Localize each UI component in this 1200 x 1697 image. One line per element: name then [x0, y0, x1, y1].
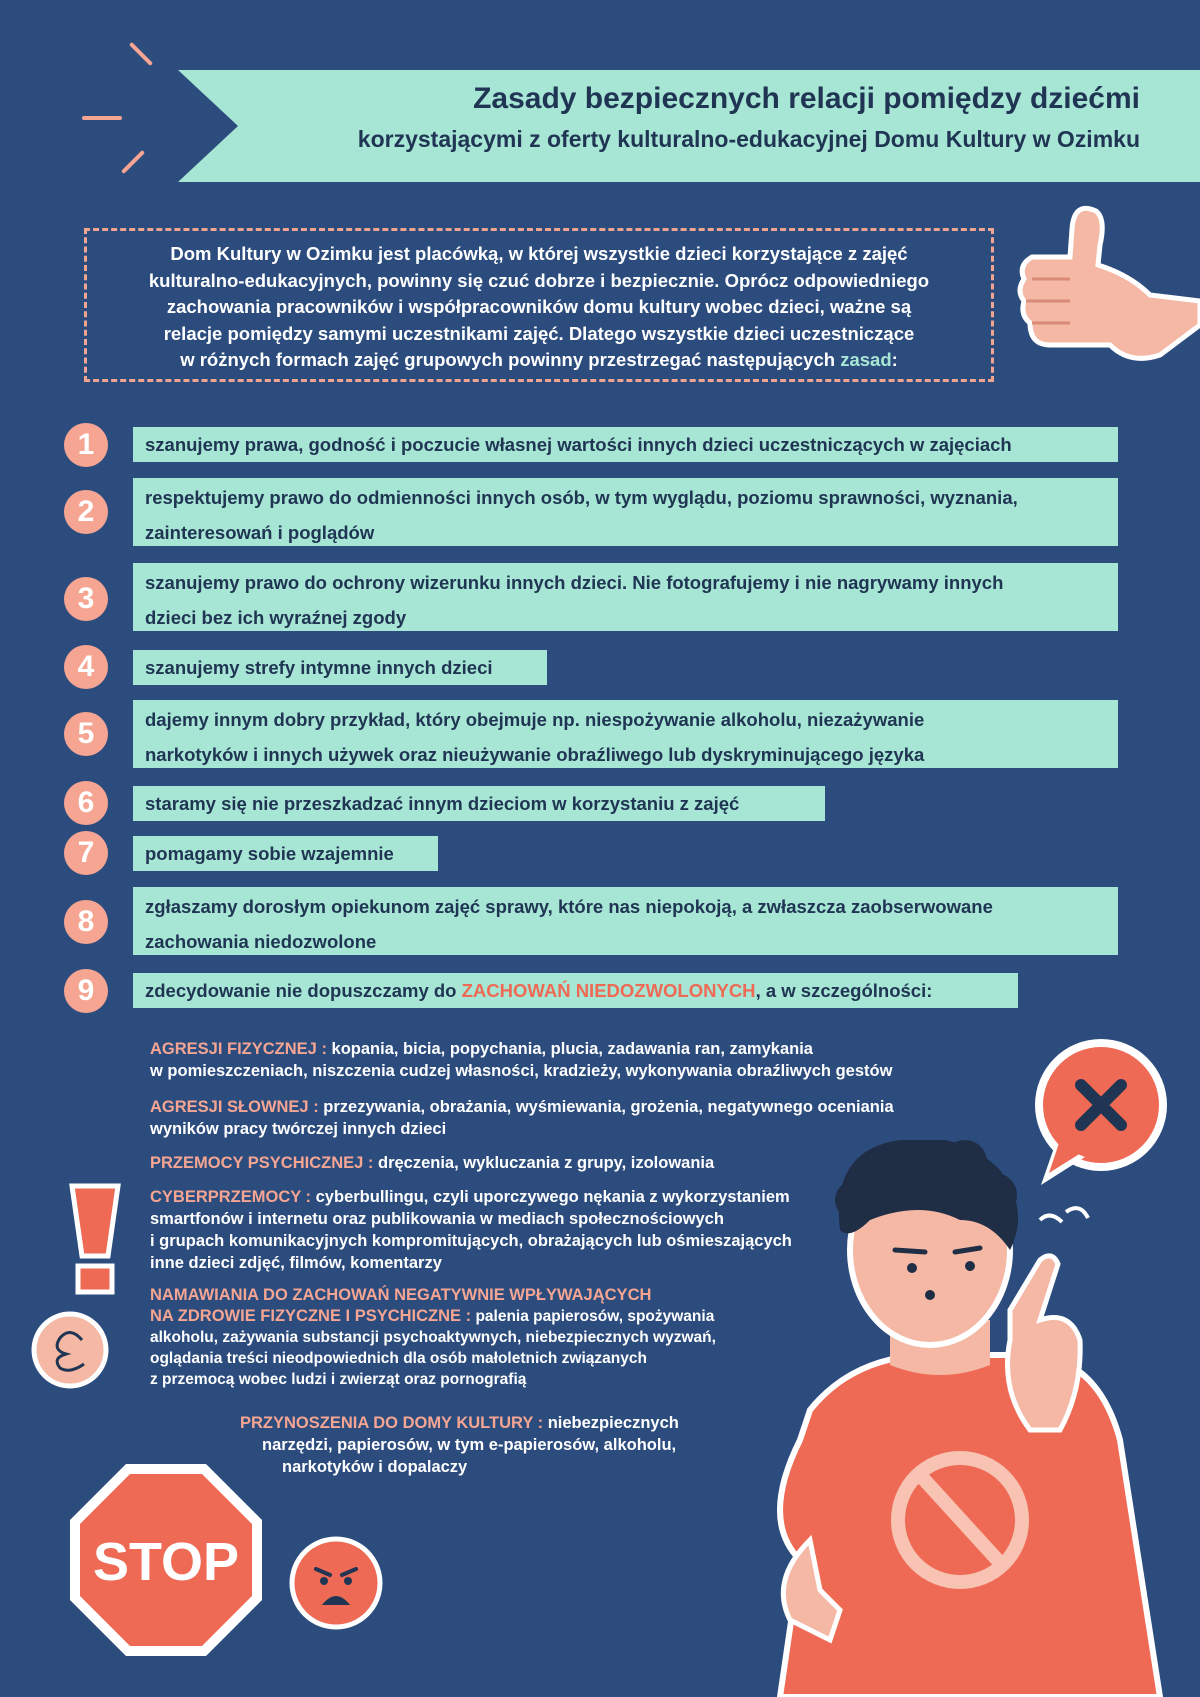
decor-ray	[129, 42, 153, 66]
rule-text: dzieci bez ich wyraźnej zgody	[145, 607, 407, 628]
intro-line	[105, 347, 973, 374]
rule-text: pomagamy sobie wzajemnie	[145, 843, 394, 864]
prohibited-key: AGRESJI FIZYCZNEJ :	[150, 1040, 327, 1058]
stop-sign-icon	[66, 1460, 266, 1660]
page-title: Zasady bezpiecznych relacji pomiędzy dziećmi	[473, 82, 1140, 115]
rule-item	[133, 427, 1118, 462]
intro-line: zachowania pracowników i współpracowników domu kultury wobec dzieci, ważne są	[166, 296, 912, 317]
prohibited-text: narkotyków i dopalaczy	[282, 1458, 468, 1476]
rule-item	[133, 836, 438, 871]
prohibited-text: cyberbullingu, czyli uporczywego nękania z wykorzystaniem	[311, 1188, 790, 1206]
intro-line: Dom Kultury w Ozimku jest placówką, w której wszystkie dzieci korzystające z zajęć	[170, 243, 908, 264]
prohibited-item	[240, 1412, 800, 1478]
rule-item	[133, 478, 1118, 546]
prohibited-key: NA ZDROWIE FIZYCZNE I PSYCHICZNE :	[150, 1307, 472, 1325]
prohibited-text: oglądania treści nieodpowiednich dla osób małoletnich związanych	[150, 1350, 647, 1367]
rule-number: 2	[64, 490, 108, 534]
rule-text: narkotyków i innych używek oraz nieużywanie obraźliwego lub dyskryminującego języka	[145, 744, 925, 765]
rule-number: 1	[64, 423, 108, 467]
prohibited-text: kopania, bicia, popychania, plucia, zadawania ran, zamykania	[326, 1040, 813, 1058]
rule-number: 8	[64, 900, 108, 944]
prohibited-text: z przemocą wobec ludzi i zwierząt oraz pornografią	[150, 1371, 527, 1388]
prohibited-key: PRZYNOSZENIA DO DOMY KULTURY :	[240, 1414, 544, 1432]
rule-item	[133, 563, 1118, 631]
rule-number: 3	[64, 577, 108, 621]
prohibited-text: i grupach komunikacyjnych kompromitujących, obrażających lub ośmieszających	[150, 1232, 792, 1250]
rule-text: szanujemy prawo do ochrony wizerunku innych dzieci. Nie fotografujemy i nie nagrywamy innych	[145, 572, 1004, 593]
prohibited-text: dręczenia, wykluczania z grupy, izolowania	[373, 1154, 715, 1172]
prohibited-text: alkoholu, zażywania substancji psychoaktywnych, niebezpiecznych wyzwań,	[150, 1329, 716, 1346]
prohibited-key: CYBERPRZEMOCY :	[150, 1188, 312, 1206]
prohibited-key: AGRESJI SŁOWNEJ :	[150, 1098, 319, 1116]
rule-item	[133, 650, 547, 685]
prohibited-item	[150, 1096, 970, 1140]
rule-text: zgłaszamy dorosłym opiekunom zajęć sprawy, które nas niepokoją, a zwłaszcza zaobserwowane	[145, 896, 993, 917]
prohibited-text: smartfonów i internetu oraz publikowania w mediach społecznościowych	[150, 1210, 724, 1228]
prohibited-text: niebezpiecznych	[543, 1414, 679, 1432]
intro-highlight: zasad	[840, 349, 892, 370]
decor-ray	[82, 116, 122, 120]
rule-text: zdecydowanie nie dopuszczamy do	[145, 980, 462, 1001]
rule-number: 7	[64, 831, 108, 875]
rule-text: szanujemy prawa, godność i poczucie własnej wartości innych dzieci uczestniczących w zajęciach	[145, 434, 1012, 455]
prohibited-key: NAMAWIANIA DO ZACHOWAŃ NEGATYWNIE WPŁYWAJĄCYCH	[150, 1286, 652, 1304]
angry-face-icon	[288, 1535, 384, 1631]
intro-box	[84, 228, 994, 382]
prohibited-text: narzędzi, papierosów, w tym e-papierosów, alkoholu,	[262, 1436, 677, 1454]
prohibited-item	[150, 1038, 970, 1082]
rule-text: , a w szczególności:	[755, 980, 933, 1001]
rule-text: szanujemy strefy intymne innych dzieci	[145, 657, 493, 678]
intro-colon: :	[891, 349, 898, 370]
rule-text: respektujemy prawo do odmienności innych osób, w tym wyglądu, poziomu sprawności, wyznania,	[145, 487, 1018, 508]
prohibited-text: w pomieszczeniach, niszczenia cudzej własności, kradzieży, wykonywania obraźliwych gestów	[150, 1062, 893, 1080]
stop-sign-text: STOP	[92, 1532, 240, 1592]
prohibited-text: wyników pracy twórczej innych dzieci	[150, 1120, 447, 1138]
rule-text: zachowania niedozwolone	[145, 931, 377, 952]
exclamation-icon	[60, 1178, 130, 1298]
prohibited-text: inne dzieci zdjęć, filmów, komentarzy	[150, 1254, 442, 1272]
man-illustration	[740, 1140, 1200, 1697]
rule-item	[133, 700, 1118, 768]
thumbs-up-icon	[1010, 205, 1200, 415]
rule-text: zainteresowań i poglądów	[145, 522, 375, 543]
prohibited-key: PRZEMOCY PSYCHICZNEJ :	[150, 1154, 374, 1172]
intro-line: kulturalno-edukacyjnych, powinny się czuć dobrze i bezpiecznie. Oprócz odpowiedniego	[148, 269, 930, 291]
rule-item	[133, 973, 1018, 1008]
rule-highlight: ZACHOWAŃ NIEDOZWOLONYCH	[461, 980, 756, 1001]
page-subtitle: korzystającymi z oferty kulturalno-edukacyjnej Domu Kultury w Ozimku	[357, 126, 1140, 152]
rule-item	[133, 887, 1118, 955]
intro-text: w różnych formach zajęć grupowych powinny przestrzegać następujących	[180, 349, 841, 370]
rule-item	[133, 786, 825, 821]
rule-number: 4	[64, 645, 108, 689]
rule-text: staramy się nie przeszkadzać innym dzieciom w korzystaniu z zajęć	[145, 793, 740, 814]
prohibited-text: palenia papierosów, spożywania	[471, 1308, 715, 1325]
intro-line: relacje pomiędzy samymi uczestnikami zajęć. Dlatego wszystkie dzieci uczestniczące	[163, 322, 915, 344]
decor-ray	[121, 150, 145, 174]
rule-number: 6	[64, 781, 108, 825]
rule-number: 9	[64, 969, 108, 1013]
speech-bubble-icon	[30, 1310, 110, 1390]
rule-text: dajemy innym dobry przykład, który obejmuje np. niespożywanie alkoholu, niezażywanie	[145, 709, 925, 730]
rule-number: 5	[64, 712, 108, 756]
prohibited-text: przezywania, obrażania, wyśmiewania, grożenia, negatywnego oceniania	[318, 1098, 894, 1116]
